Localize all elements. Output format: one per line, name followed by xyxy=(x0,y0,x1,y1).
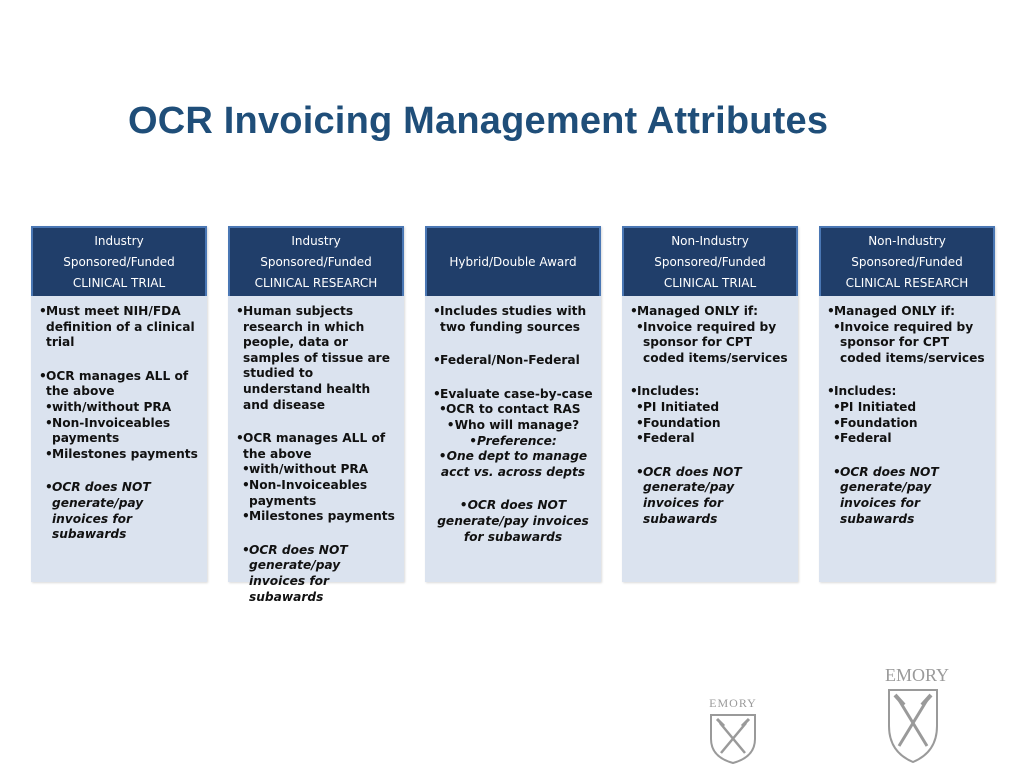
column-header-line: Sponsored/Funded xyxy=(63,254,175,269)
spacer xyxy=(433,335,593,353)
column-header xyxy=(228,226,404,296)
column-body xyxy=(622,296,798,527)
sub-bullet-item: • One dept to manage acct vs. across depts xyxy=(433,449,593,480)
bullet-item: • Human subjects research in which people, data or samples of tissue are studied to understand health and disease xyxy=(236,304,396,413)
column-header xyxy=(425,226,601,296)
column-header-line: CLINICAL TRIAL xyxy=(663,275,757,290)
column-header xyxy=(819,226,995,296)
sub-bullet-item: • Federal xyxy=(636,431,790,447)
emory-logo-large xyxy=(885,665,950,765)
sub-bullet-item: • Milestones payments xyxy=(45,447,199,463)
sub-bullet-item: • PI Initiated xyxy=(636,400,790,416)
spacer xyxy=(827,447,987,465)
sub-bullet-item: • Federal xyxy=(833,431,987,447)
column-header-line: CLINICAL RESEARCH xyxy=(845,275,969,290)
spacer xyxy=(630,366,790,384)
sub-bullet-item: • Preference: xyxy=(433,434,593,450)
column-header-line: Sponsored/Funded xyxy=(654,254,766,269)
spacer xyxy=(39,462,199,480)
sub-bullet-item: • PI Initiated xyxy=(833,400,987,416)
column-5 xyxy=(819,226,995,582)
sub-bullet-item: • Non-Invoiceables payments xyxy=(45,416,199,447)
column-2 xyxy=(228,226,404,604)
column-header-line: Sponsored/Funded xyxy=(260,254,372,269)
sub-bullet-item: • OCR does NOT generate/pay invoices for subawards xyxy=(833,465,987,527)
column-header-line: CLINICAL RESEARCH xyxy=(254,275,378,290)
spacer xyxy=(433,480,593,498)
bullet-item: • Managed ONLY if: xyxy=(630,304,790,320)
column-body xyxy=(819,296,995,527)
sub-bullet-item: • Milestones payments xyxy=(242,509,396,525)
emory-shield-icon xyxy=(885,686,941,764)
column-body xyxy=(228,296,404,605)
sub-bullet-item: • OCR does NOT generate/pay invoices for subawards xyxy=(636,465,790,527)
column-header xyxy=(622,226,798,296)
sub-bullet-item: • with/without PRA xyxy=(45,400,199,416)
emory-shield-icon xyxy=(707,711,759,765)
bullet-item: • Federal/Non-Federal xyxy=(433,353,593,369)
slide-title: OCR Invoicing Management Attributes xyxy=(128,100,829,142)
spacer xyxy=(236,525,396,543)
spacer xyxy=(433,369,593,387)
column-header-line: Industry xyxy=(291,233,341,248)
bullet-item: • Managed ONLY if: xyxy=(827,304,987,320)
column-header-line: Sponsored/Funded xyxy=(851,254,963,269)
sub-bullet-item: • Invoice required by sponsor for CPT coded items/services xyxy=(833,320,987,367)
emory-logo-small xyxy=(707,696,759,766)
column-header-line: Non-Industry xyxy=(671,233,749,248)
sub-bullet-item: • Foundation xyxy=(636,416,790,432)
bullet-item: • OCR manages ALL of the above xyxy=(39,369,199,400)
emory-logo-text: EMORY xyxy=(885,665,950,685)
emory-logo-text: EMORY xyxy=(709,696,757,710)
bullet-item: • Includes: xyxy=(827,384,987,400)
bullet-item: • Must meet NIH/FDA definition of a clinical trial xyxy=(39,304,199,351)
column-header-line: Industry xyxy=(94,233,144,248)
spacer xyxy=(39,351,199,369)
spacer xyxy=(827,366,987,384)
sub-bullet-item: • OCR does NOT generate/pay invoices for subawards xyxy=(45,480,199,542)
sub-bullet-item: • Foundation xyxy=(833,416,987,432)
sub-bullet-item: • Non-Invoiceables payments xyxy=(242,478,396,509)
sub-bullet-item: • OCR does NOT generate/pay invoices for subawards xyxy=(242,543,396,605)
sub-bullet-item: • Who will manage? xyxy=(433,418,593,434)
sub-bullet-item: • OCR to contact RAS xyxy=(439,402,593,418)
column-header-line: Hybrid/Double Award xyxy=(449,254,577,269)
column-body xyxy=(31,296,207,543)
column-1 xyxy=(31,226,207,582)
bullet-item: • Evaluate case-by-case xyxy=(433,387,593,403)
column-header-line: CLINICAL TRIAL xyxy=(72,275,166,290)
bullet-item: • OCR manages ALL of the above xyxy=(236,431,396,462)
column-3 xyxy=(425,226,601,582)
bullet-item: • Includes: xyxy=(630,384,790,400)
spacer xyxy=(630,447,790,465)
column-header xyxy=(31,226,207,296)
spacer xyxy=(236,413,396,431)
bullet-item: • Includes studies with two funding sources xyxy=(433,304,593,335)
column-body xyxy=(425,296,601,545)
sub-bullet-item: • OCR does NOT generate/pay invoices for subawards xyxy=(433,498,593,545)
sub-bullet-item: • Invoice required by sponsor for CPT coded items/services xyxy=(636,320,790,367)
sub-bullet-item: • with/without PRA xyxy=(242,462,396,478)
column-4 xyxy=(622,226,798,582)
column-header-line: Non-Industry xyxy=(868,233,946,248)
